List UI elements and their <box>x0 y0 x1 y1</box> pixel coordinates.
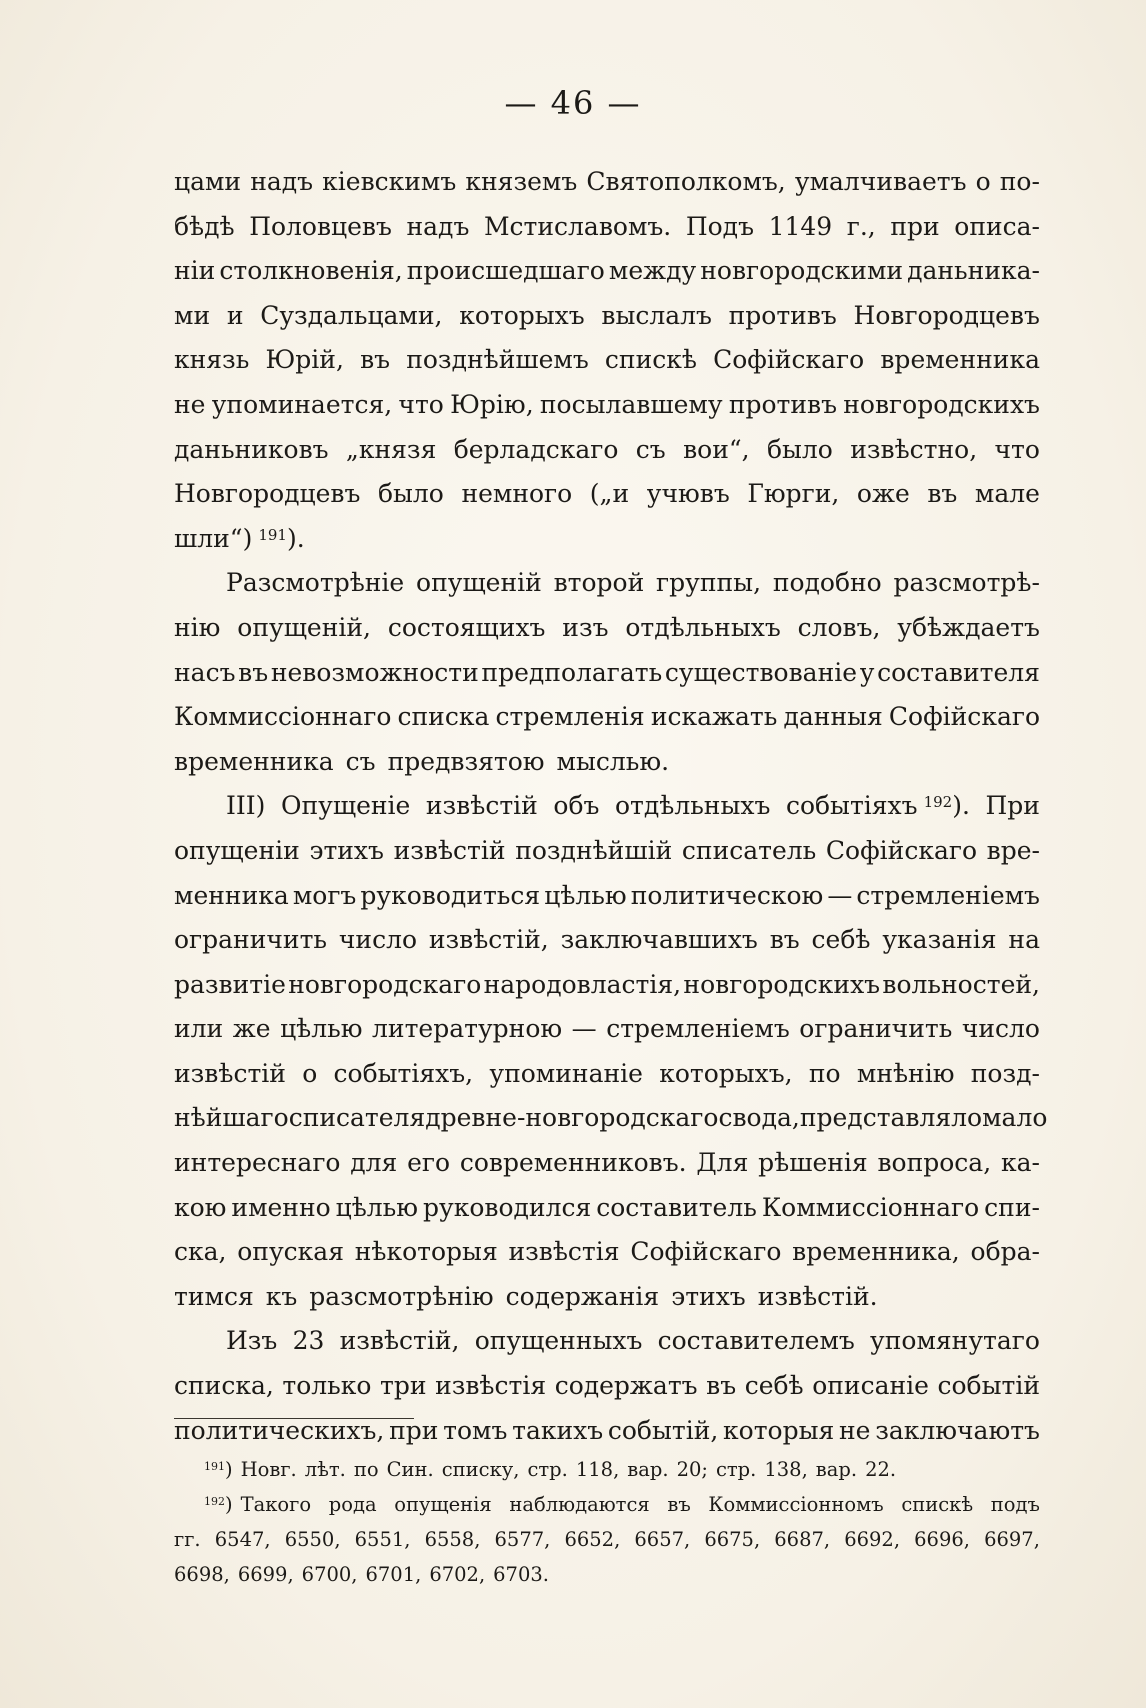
word: описа- <box>954 211 1040 241</box>
word: вопроса, <box>877 1148 992 1178</box>
word: княземъ <box>465 167 578 196</box>
text-line <box>174 338 1040 383</box>
word: г., <box>846 211 876 241</box>
paragraph <box>174 561 1040 784</box>
word: упоминаніе <box>489 1058 643 1088</box>
word: предполагать <box>481 657 663 687</box>
word: убѣждаетъ <box>897 612 1040 642</box>
word: Софійскаго <box>630 1237 782 1267</box>
word: списку, <box>441 1458 520 1481</box>
word: Новгородцевъ <box>174 479 361 509</box>
word: стр. <box>715 1458 757 1481</box>
word: которыхъ, <box>659 1058 793 1088</box>
word: 6699, <box>237 1563 294 1586</box>
word: упоминается, <box>211 389 393 419</box>
word: извѣстій, <box>428 925 549 955</box>
word: спискѣ <box>901 1493 974 1516</box>
word: противъ <box>728 389 838 419</box>
word: въ <box>360 345 391 375</box>
word: 6698, <box>174 1563 230 1586</box>
word: ограничить <box>174 925 328 955</box>
text-line <box>174 1052 1040 1097</box>
word: представляло <box>799 1103 983 1133</box>
word: извѣстій, <box>339 1326 460 1356</box>
paragraph <box>174 1319 1040 1453</box>
word: опущеній, <box>237 612 371 642</box>
word: Такого <box>240 1493 312 1516</box>
word: искажать <box>650 702 778 732</box>
word: Новг. <box>240 1458 297 1481</box>
text-line <box>174 784 1040 829</box>
word: было <box>766 434 833 464</box>
word: Половцевъ <box>249 211 392 241</box>
word: описаніе <box>812 1371 929 1401</box>
word: Суздальцами, <box>260 300 443 330</box>
word: 138, <box>764 1458 808 1481</box>
word: 6558, <box>424 1528 481 1551</box>
word: себѣ <box>811 925 871 955</box>
word: событіяхъ, <box>333 1058 474 1088</box>
word: извѣстія <box>435 1371 547 1401</box>
word: событіяхъ <box>785 791 918 821</box>
word: этихъ <box>309 835 384 865</box>
word: на <box>1008 925 1040 955</box>
word: шли“) <box>174 523 253 553</box>
text-line <box>174 606 1040 651</box>
word: посылавшему <box>539 389 723 419</box>
word: надъ <box>250 167 314 196</box>
word: Син. <box>386 1458 434 1481</box>
text-line <box>174 963 1040 1008</box>
word: ка- <box>1000 1148 1040 1178</box>
footnote-line <box>174 1487 1040 1522</box>
word: Юрію, <box>450 389 534 419</box>
word: группы, <box>656 568 762 598</box>
word: новгородскихъ <box>683 969 881 999</box>
footnote <box>174 1487 1040 1592</box>
word: новгородскаго <box>288 969 482 999</box>
word: подобно <box>772 568 882 598</box>
word: нѣйшаго <box>174 1103 289 1133</box>
text-line <box>174 249 1040 294</box>
word: 22. <box>865 1458 897 1481</box>
footnote-line <box>174 1557 1040 1592</box>
word: 118, <box>575 1458 620 1481</box>
word: о <box>975 167 991 196</box>
word: списка, <box>174 1371 274 1401</box>
text-line <box>174 1007 1040 1052</box>
word: число <box>338 925 417 955</box>
word: цѣлью <box>335 1192 419 1222</box>
word: Для <box>696 1148 749 1178</box>
word: стр. <box>527 1458 568 1481</box>
paragraph <box>174 160 1040 561</box>
word: руководился <box>423 1192 592 1222</box>
word: въ <box>706 1371 737 1401</box>
paragraph <box>174 784 1048 1319</box>
word: Коммиссіоннаго <box>174 702 392 732</box>
word: извѣстно, <box>850 434 978 464</box>
word: временника <box>174 746 334 776</box>
word: что <box>994 434 1040 464</box>
word: позднѣйшемъ <box>406 345 589 375</box>
word: новгородскими <box>700 256 904 286</box>
word: 6547, <box>214 1528 271 1551</box>
word: даньника- <box>907 256 1040 286</box>
word: составителя <box>877 657 1040 687</box>
word: Изъ <box>226 1326 278 1356</box>
word: берладскаго <box>453 434 619 464</box>
word: составителемъ <box>657 1326 855 1356</box>
footnote-ref: 192 <box>923 793 953 812</box>
footnote-line <box>174 1452 1040 1487</box>
word: именно <box>231 1192 331 1222</box>
word: происшедшаго <box>406 256 605 286</box>
word: руководиться <box>360 880 541 910</box>
word: вои“, <box>683 434 750 464</box>
word: такихъ <box>512 1415 604 1445</box>
text-line <box>174 1319 1040 1364</box>
word: 6703. <box>493 1563 549 1586</box>
word: 6700, <box>301 1563 358 1586</box>
word: объ <box>553 791 600 821</box>
word: въ <box>667 1493 691 1516</box>
text-line <box>174 294 1040 339</box>
word: для <box>350 1148 398 1178</box>
word: 6692, <box>844 1528 901 1551</box>
word: 6551, <box>354 1528 411 1551</box>
word: Разсмотрѣніе <box>226 568 405 598</box>
word: не <box>174 389 206 419</box>
word: Софійскаго <box>713 345 865 375</box>
word: („и <box>589 479 630 509</box>
word: мыслью. <box>556 746 670 776</box>
text-line <box>174 918 1040 963</box>
word: мало <box>982 1103 1048 1133</box>
word: отдѣльныхъ <box>614 791 771 821</box>
word: оже <box>856 479 910 509</box>
word: извѣстій <box>174 1058 286 1088</box>
word: Коммиссіонномъ <box>708 1493 884 1516</box>
word: мнѣнію <box>856 1058 955 1088</box>
word: не <box>839 1415 871 1445</box>
word: народовластія, <box>483 969 682 999</box>
word: его <box>407 1148 451 1178</box>
word: Святополкомъ, <box>586 167 786 196</box>
word: интереснаго <box>174 1148 341 1178</box>
word: въ <box>927 479 958 509</box>
word: 6702, <box>429 1563 486 1586</box>
word: рѣшенія <box>758 1148 868 1178</box>
word: упомянутаго <box>870 1326 1040 1356</box>
word: Опущеніе <box>280 791 411 821</box>
main-text <box>174 160 1048 1453</box>
text-line <box>174 383 1040 428</box>
word: противъ <box>728 300 837 330</box>
word: которыхъ <box>459 300 585 330</box>
word: 6687, <box>774 1528 831 1551</box>
word: 6577, <box>494 1528 551 1551</box>
word: 1149 <box>768 211 833 241</box>
word: политическихъ, <box>174 1415 385 1445</box>
word: 6696, <box>914 1528 970 1551</box>
word: отдѣльныхъ <box>625 612 781 642</box>
word: данныя <box>783 702 883 732</box>
word: ограничить <box>799 1014 953 1044</box>
word: 6697, <box>984 1528 1040 1551</box>
word: 6550, <box>284 1528 341 1551</box>
word: ска, <box>174 1237 227 1267</box>
word: этихъ <box>671 1281 746 1311</box>
word: менника <box>174 880 289 910</box>
footnote-ref: 191 <box>258 525 287 544</box>
footnote-marker-group <box>204 1452 297 1487</box>
word: изъ <box>562 612 609 642</box>
word-with-footnote-ref <box>174 517 305 562</box>
word: по <box>808 1058 841 1088</box>
word: 20; <box>676 1458 708 1481</box>
word: литературною <box>372 1014 563 1044</box>
word: ніи <box>174 256 216 286</box>
word: При <box>985 791 1040 821</box>
word: заключаютъ <box>875 1415 1040 1445</box>
word: было <box>377 479 444 509</box>
word: — <box>827 880 853 910</box>
word: цами <box>174 167 242 196</box>
word: число <box>961 1014 1040 1044</box>
page-number: — 46 — <box>504 84 642 122</box>
word: событій <box>937 1371 1040 1401</box>
word: князь <box>174 345 250 375</box>
word: разсмотрѣ- <box>893 568 1040 598</box>
word: по <box>353 1458 379 1481</box>
word: при <box>890 211 940 241</box>
word: ) <box>225 1458 233 1481</box>
text-line <box>174 695 1040 740</box>
word: указанія <box>882 925 997 955</box>
word: современниковъ. <box>459 1148 687 1178</box>
word: нѣкоторыя <box>354 1237 498 1267</box>
text-line <box>174 1409 1040 1454</box>
word: опуская <box>237 1237 344 1267</box>
word: разсмотрѣнію <box>309 1281 494 1311</box>
word: мале <box>974 479 1040 509</box>
word: опущенія <box>394 1493 492 1516</box>
word: новгородскихъ <box>843 389 1040 419</box>
word: о <box>302 1058 318 1088</box>
word: невозможности <box>270 657 479 687</box>
text-line <box>174 1141 1040 1186</box>
word: списка <box>397 702 490 732</box>
word: предвзятою <box>387 746 545 776</box>
word: 6657, <box>634 1528 691 1551</box>
text-line <box>174 205 1040 250</box>
word: вар. <box>627 1458 669 1481</box>
text-line <box>174 561 1040 606</box>
text-line <box>174 428 1040 473</box>
word: Юрій, <box>265 345 344 375</box>
word: выслалъ <box>601 300 712 330</box>
word: Новгородцевъ <box>853 300 1040 330</box>
word: III) <box>226 791 266 821</box>
word: себѣ <box>744 1371 804 1401</box>
word: въ <box>769 925 800 955</box>
word: кою <box>174 1192 227 1222</box>
word: только <box>282 1371 372 1401</box>
word: между <box>608 256 697 286</box>
footnote-number: 192 <box>204 1495 225 1508</box>
word: и <box>226 300 244 330</box>
word: наблюдаются <box>509 1493 650 1516</box>
text-line <box>174 874 1040 919</box>
word: извѣстій <box>393 835 506 865</box>
word: въ <box>238 657 269 687</box>
word: — <box>571 1014 597 1044</box>
word: къ <box>265 1281 298 1311</box>
word: три <box>380 1371 427 1401</box>
text-line <box>174 1275 1040 1320</box>
word: развитіе <box>174 969 286 999</box>
word: немного <box>461 479 573 509</box>
word: опущенныхъ <box>474 1326 643 1356</box>
word: содержатъ <box>554 1371 698 1401</box>
word: Мстиславомъ. <box>483 211 672 241</box>
word: Софійскаго <box>888 702 1040 732</box>
word: свода, <box>718 1103 800 1133</box>
word: кіевскимъ <box>322 167 457 196</box>
word-with-footnote-ref <box>786 784 970 829</box>
word: стремленіемъ <box>606 1014 790 1044</box>
word: вар. <box>815 1458 858 1481</box>
word: составитель <box>596 1192 757 1222</box>
word: обра- <box>970 1237 1040 1267</box>
word: опущеніи <box>174 835 300 865</box>
word: нію <box>174 612 221 642</box>
word: по- <box>999 167 1040 196</box>
word: Подъ <box>685 211 754 241</box>
footnote-marker-group <box>204 1487 311 1522</box>
word: рода <box>328 1493 377 1516</box>
text-line <box>174 651 1040 696</box>
word: учювъ <box>646 479 730 509</box>
word: лѣт. <box>304 1458 346 1481</box>
word: умалчиваетъ <box>794 167 967 196</box>
word: состоящихъ <box>387 612 546 642</box>
text-line <box>174 1096 1048 1141</box>
word: списатель <box>681 835 817 865</box>
word: спи- <box>984 1192 1040 1222</box>
word: ) <box>225 1493 233 1516</box>
word: 6652, <box>564 1528 621 1551</box>
word: 6675, <box>704 1528 761 1551</box>
word: ми <box>174 300 211 330</box>
text-line <box>174 1230 1040 1275</box>
word: томъ <box>443 1415 508 1445</box>
word: существованіе <box>664 657 858 687</box>
word: бѣдѣ <box>174 211 235 241</box>
word: же <box>232 1014 271 1044</box>
word: временника <box>880 345 1040 375</box>
word: временника, <box>792 1237 960 1267</box>
footnotes <box>174 1452 1040 1592</box>
word: столкновенія, <box>219 256 403 286</box>
word: гг. <box>174 1528 201 1551</box>
word: заключавшихъ <box>560 925 758 955</box>
word: спискѣ <box>604 345 697 375</box>
word: могъ <box>292 880 357 910</box>
punctuation: ). <box>952 791 970 821</box>
word: извѣстія <box>508 1237 620 1267</box>
word: съ <box>635 434 666 464</box>
text-line <box>174 517 1040 562</box>
word: при <box>389 1415 439 1445</box>
word: вре- <box>986 835 1040 865</box>
footnote <box>174 1452 1040 1487</box>
word: у <box>859 657 875 687</box>
footnote-divider <box>174 1418 414 1419</box>
word: которыя <box>723 1415 835 1445</box>
text-line <box>174 740 1040 785</box>
text-line <box>174 829 1040 874</box>
word: событій, <box>607 1415 719 1445</box>
word: вольностей, <box>882 969 1040 999</box>
word: политическою <box>630 880 824 910</box>
word: подъ <box>990 1493 1040 1516</box>
word: цѣлью <box>544 880 627 910</box>
word: списателя <box>288 1103 426 1133</box>
footnote-line <box>174 1522 1040 1557</box>
punctuation: ). <box>286 523 305 553</box>
word: второй <box>553 568 645 598</box>
text-line <box>174 1364 1040 1409</box>
word: стремленіемъ <box>856 880 1040 910</box>
word: тимся <box>174 1281 254 1311</box>
word: позд- <box>970 1058 1040 1088</box>
word: что <box>398 389 444 419</box>
word: словъ, <box>797 612 881 642</box>
word: съ <box>345 746 376 776</box>
word: Коммиссіоннаго <box>761 1192 980 1222</box>
word: извѣстій. <box>757 1281 878 1311</box>
word: или <box>174 1014 224 1044</box>
word: даньниковъ <box>174 434 329 464</box>
word: цѣлью <box>280 1014 363 1044</box>
word: опущеній <box>416 568 542 598</box>
word: содержанія <box>505 1281 660 1311</box>
word: позднѣйшій <box>515 835 673 865</box>
word: извѣстій <box>425 791 538 821</box>
word: древне-новгородскаго <box>425 1103 719 1133</box>
word: Гюрги, <box>747 479 840 509</box>
word: надъ <box>406 211 470 241</box>
word: стремленія <box>495 702 645 732</box>
text-line <box>174 160 1040 205</box>
word: насъ <box>174 657 236 687</box>
text-line <box>174 1186 1040 1231</box>
text-line <box>174 472 1040 517</box>
footnote-number: 191 <box>204 1460 225 1473</box>
word: 23 <box>292 1326 325 1356</box>
word: 6701, <box>365 1563 422 1586</box>
word: „князя <box>345 434 437 464</box>
word: Софійскаго <box>825 835 978 865</box>
